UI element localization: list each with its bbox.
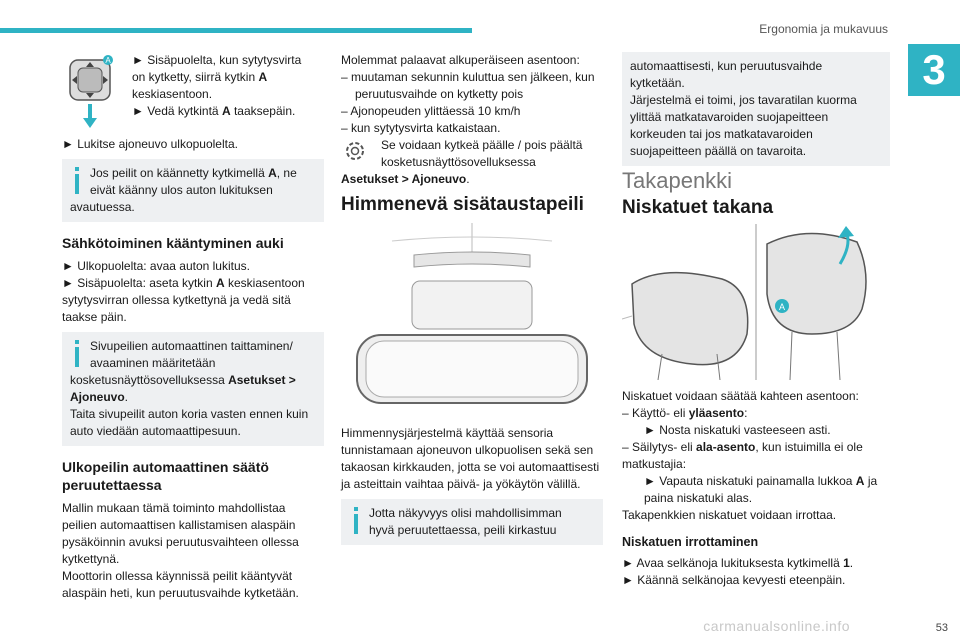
info-note-continued: automaattisesti, kun peruutusvaihde kytketään. Järjestelmä ei toimi, jos tavaratilan kuorma ylittää matkatavaroiden suojapeitteen korkeuden tai jos matkatavaroiden suojapeitteen päällä on tavaroita. [622, 52, 890, 166]
text-line: ► Lukitse ajoneuvo ulkopuolelta. [62, 137, 238, 151]
info-note: Jotta näkyvyys olisi mahdollisimman hyvä peruutettaessa, peili kirkastuu [341, 499, 603, 545]
gear-icon [341, 137, 369, 165]
section-heading: Himmenevä sisätaustapeili [341, 194, 584, 215]
info-note: Jos peilit on käännetty kytkimellä A, ne eivät käänny ulos auton lukituksen avautuessa. [62, 159, 324, 222]
column-right: automaattisesti, kun peruutusvaihde kytketään. Järjestelmä ei toimi, jos tavaratilan kuorma ylittää matkatavaroiden suojapeitteen korkeuden tai jos matkatavaroiden suojapeitteen päällä on tavaroita. Takapenkki Niskatuet takana A Niskatuet voidaan säätää kahteen asentoon: – Käyttö- eli yläasento: ► Nosta niskatuki vasteeseen asti. – Säilytys- eli ala-asento, kun istuimilla ei ole matkustajia: ► Vapauta niskatuki painamalla lukkoa A ja paina niskatuki alas. Takapenkkien niskatuet voidaan irrottaa. Niskatuen irrottaminen ► Avaa selkänoja lukituksesta kytkimellä 1. ► Käännä selkänojaa kevyesti eteenpäin. [622, 52, 890, 589]
section-heading: Sähkötoiminen kääntyminen auki [62, 235, 284, 251]
watermark: carmanualsonline.info [703, 618, 850, 634]
rearview-mirror-figure [352, 223, 592, 413]
section-title: Takapenkki [622, 168, 733, 193]
subheading: Niskatuen irrottaminen [622, 535, 759, 549]
info-note: Sivupeilien automaattinen taittaminen/ avaaminen määritetään kosketusnäyttösovelluksessa Asetukset > Ajoneuvo. Taita sivupeilit auton koria vasten ennen kuin auto viedään automaattipesuun. [62, 332, 324, 446]
section-heading: Niskatuet takana [622, 197, 774, 218]
rear-headrest-figure [622, 224, 884, 380]
info-icon [70, 167, 84, 195]
info-icon [349, 507, 363, 535]
page-number: 53 [935, 622, 948, 634]
switch-label-a: A [105, 56, 111, 65]
mirror-switch-figure [62, 52, 124, 128]
column-middle: Molemmat palaavat alkuperäiseen asentoon: – muutaman sekunnin kuluttua sen jälkeen, kun peruutusvaihde on kytketty pois – Ajonopeuden ylittäessä 10 km/h – kun sytytysvirta katkaistaan. Se voidaan kytkeä päälle / pois päältä kosketusnäyttösovelluksessa Asetukset > Ajoneuvo. Himmenevä sisätaustapeili Himmennysjärjestelmä käyttää sensoria tunnistamaan ajoneuvon ulkopuolisen sekä sen takaosan kirkkauden, jotta se voi automaattisesti ja asteittain vaihtaa päivä- ja yökäytön välillä. Jotta näkyvyys olisi mahdollisimman hyvä peruutettaessa, peili kirkastuu [341, 52, 603, 551]
section-heading: Ulkopeilin automaattinen säätö peruutettaessa [62, 459, 269, 493]
settings-note: Se voidaan kytkeä päälle / pois päältä kosketusnäyttösovelluksessa [341, 137, 603, 171]
chapter-number: 3 [908, 44, 960, 96]
text-line: ► Sisäpuolelta, kun sytytysvirta [132, 53, 302, 67]
mirror-switch-block: A ► Sisäpuolelta, kun sytytysvirta on kytketty, siirrä kytkin A keskiasentoon. ► Vedä kytkintä A taaksepäin. [62, 52, 324, 128]
column-left: A ► Sisäpuolelta, kun sytytysvirta on kytketty, siirrä kytkin A keskiasentoon. ► Vedä kytkintä A taaksepäin. ► Lukitse ajoneuvo ulkopuolelta. Jos peilit on käännetty kytkimellä A, ne eivät käänny ulos auton lukituksen avautuessa. Sähkötoiminen kääntyminen auki ► Ulkopuolelta: avaa auton lukitus. ► Sisäpuolelta: aseta kytkin A keskiasentoon sytytysvirran ollessa kytkettynä ja vedä sitä taakse päin. Sivupeilien automaattinen taittaminen/ avaaminen määritetään kosketusnäyttösovelluksessa Asetukset > Ajoneuvo. Taita sivupeilit auton koria vasten ennen kuin auto viedään automaattipesuun. Ulkopeilin automaattinen säätö peruutettaessa Mallin mukaan tämä toiminto mahdollistaa peilien automaattisen kallistamisen alaspäin pysäköinnin avuksi peruutusvaihteen ollessa kytkettynä. Moottorin ollessa käynnissä peilit kääntyvät alaspäin heti, kun peruutusvaihde kytketään. [62, 52, 324, 602]
chapter-title: Ergonomia ja mukavuus [759, 22, 888, 36]
figure-label-a: A [778, 302, 786, 312]
info-icon [70, 340, 84, 368]
header-accent-bar [0, 28, 472, 33]
